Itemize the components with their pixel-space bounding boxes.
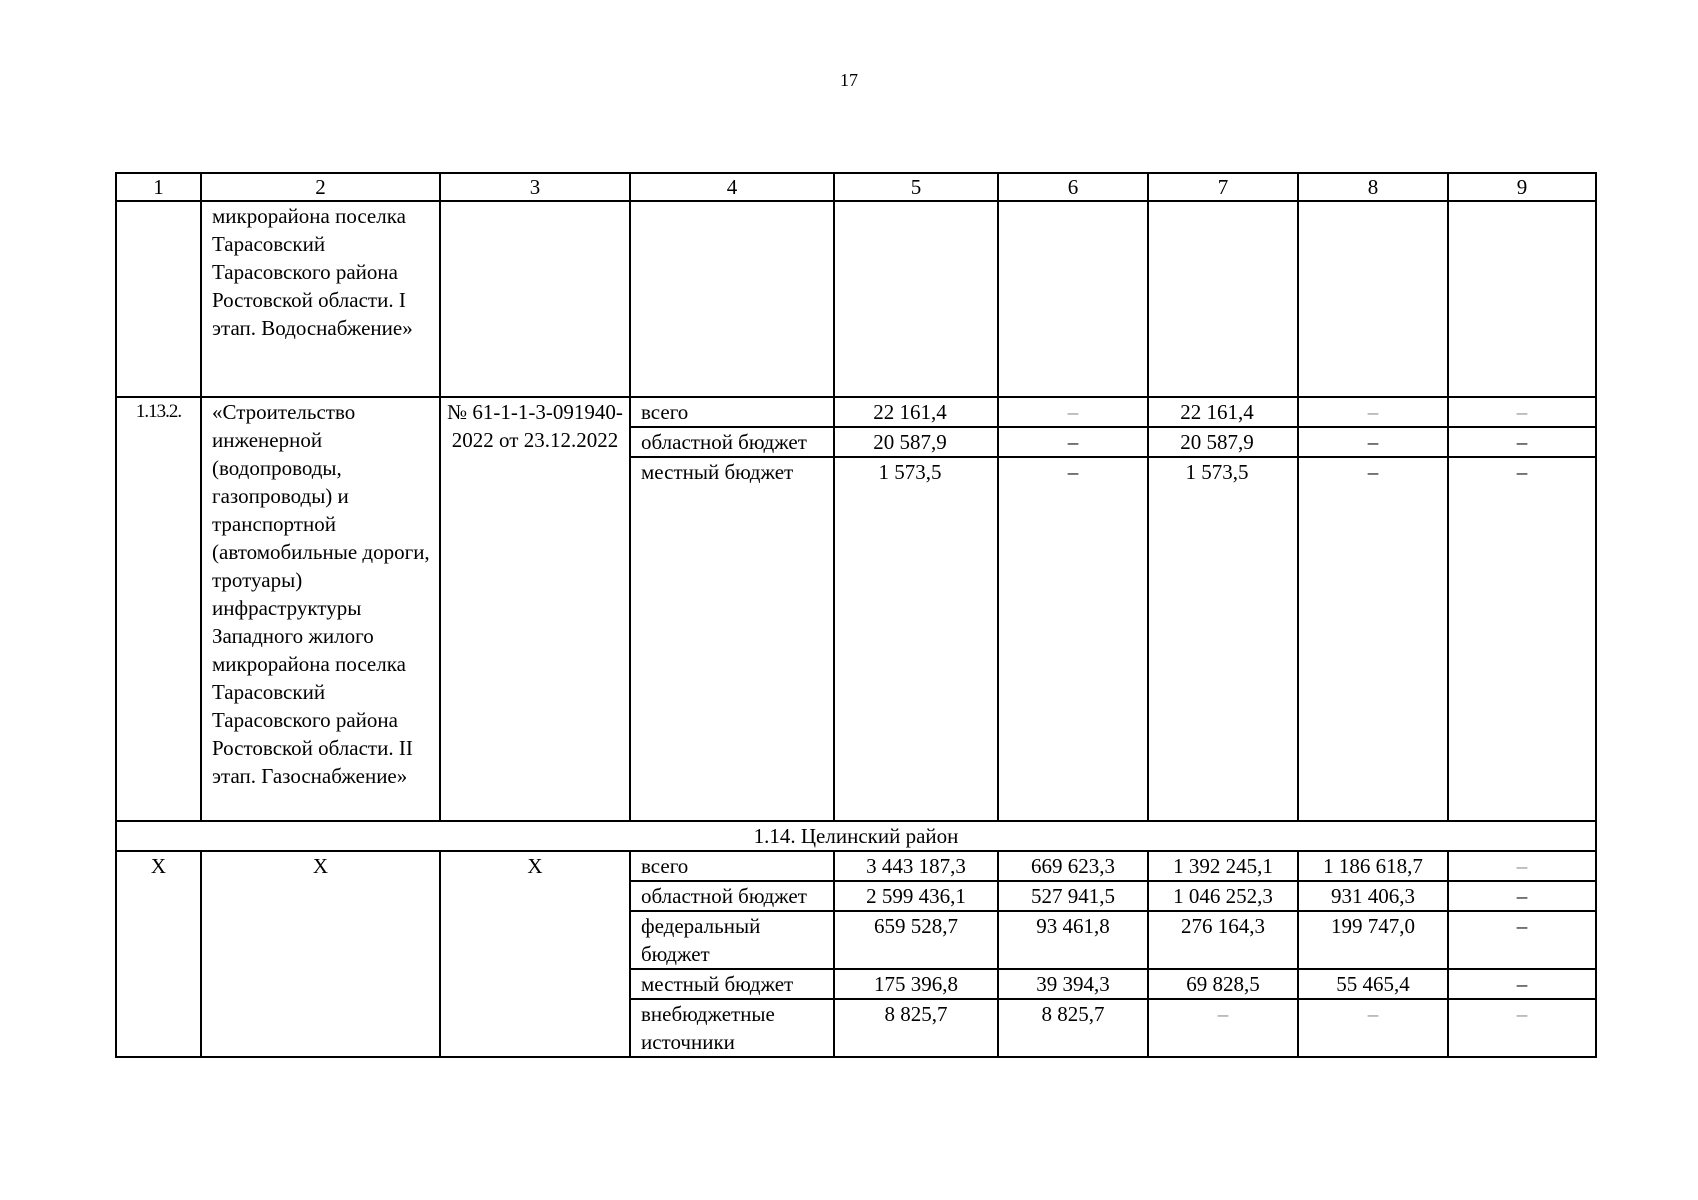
value-cell: 1 573,5 bbox=[1148, 457, 1298, 821]
value-cell: 1 186 618,7 bbox=[1298, 851, 1448, 881]
continuation-row bbox=[116, 201, 1596, 397]
column-header: 2 bbox=[201, 173, 440, 201]
value-cell: – bbox=[1448, 999, 1596, 1057]
value-cell: – bbox=[1448, 397, 1596, 427]
value-cell: 69 828,5 bbox=[1148, 969, 1298, 999]
funding-source: федеральный бюджет bbox=[630, 911, 834, 969]
value-cell: 20 587,9 bbox=[834, 427, 998, 457]
value-cell: – bbox=[1448, 881, 1596, 911]
section-row bbox=[116, 821, 1596, 851]
value-cell: – bbox=[1448, 851, 1596, 881]
funding-source: всего bbox=[630, 397, 834, 427]
value-cell: 93 461,8 bbox=[998, 911, 1148, 969]
value-cell: – bbox=[1298, 397, 1448, 427]
value-cell: 8 825,7 bbox=[998, 999, 1148, 1057]
column-header: 5 bbox=[834, 173, 998, 201]
value-cell: – bbox=[1298, 427, 1448, 457]
project-name: «Строительство инженерной (водопроводы, газопроводы) и транспортной (автомобильные дороги, тротуары) инфраструктуры Западного жилого микрорайона поселка Тарасовский Тарасовского района Ростовской области. II этап. Газоснабжение» bbox=[201, 397, 440, 821]
document-number: Х bbox=[440, 851, 630, 1057]
value-cell: 659 528,7 bbox=[834, 911, 998, 969]
value-cell: 22 161,4 bbox=[1148, 397, 1298, 427]
value-cell: 175 396,8 bbox=[834, 969, 998, 999]
funding-source: областной бюджет bbox=[630, 427, 834, 457]
page-number: 17 bbox=[840, 70, 858, 90]
value-cell: 527 941,5 bbox=[998, 881, 1148, 911]
budget-table bbox=[115, 172, 1597, 1058]
column-header: 7 bbox=[1148, 173, 1298, 201]
table-row bbox=[116, 397, 1596, 427]
table-row bbox=[116, 851, 1596, 881]
value-cell: 1 392 245,1 bbox=[1148, 851, 1298, 881]
value-cell: 8 825,7 bbox=[834, 999, 998, 1057]
value-cell: 199 747,0 bbox=[1298, 911, 1448, 969]
funding-source: местный бюджет bbox=[630, 969, 834, 999]
value-cell: 2 599 436,1 bbox=[834, 881, 998, 911]
section-title: 1.14. Целинский район bbox=[116, 821, 1596, 851]
value-cell: – bbox=[998, 427, 1148, 457]
value-cell: – bbox=[1448, 457, 1596, 821]
value-cell: 22 161,4 bbox=[834, 397, 998, 427]
value-cell: 55 465,4 bbox=[1298, 969, 1448, 999]
funding-source: внебюджетные источники bbox=[630, 999, 834, 1057]
value-cell: 3 443 187,3 bbox=[834, 851, 998, 881]
column-header: 8 bbox=[1298, 173, 1448, 201]
funding-source: областной бюджет bbox=[630, 881, 834, 911]
value-cell: – bbox=[1148, 999, 1298, 1057]
value-cell: 1 046 252,3 bbox=[1148, 881, 1298, 911]
column-header: 4 bbox=[630, 173, 834, 201]
value-cell: 20 587,9 bbox=[1148, 427, 1298, 457]
funding-source: местный бюджет bbox=[630, 457, 834, 821]
project-name: Х bbox=[201, 851, 440, 1057]
document-number: № 61-1-1-3-091940-2022 от 23.12.2022 bbox=[440, 397, 630, 821]
item-number: 1.13.2. bbox=[116, 397, 201, 821]
column-header: 1 bbox=[116, 173, 201, 201]
value-cell: 1 573,5 bbox=[834, 457, 998, 821]
column-header: 9 bbox=[1448, 173, 1596, 201]
project-name-continued: микрорайона поселка Тарасовский Тарасовского района Ростовской области. I этап. Водоснабжение» bbox=[201, 201, 440, 397]
column-header: 3 bbox=[440, 173, 630, 201]
value-cell: 39 394,3 bbox=[998, 969, 1148, 999]
item-number: Х bbox=[116, 851, 201, 1057]
funding-source: всего bbox=[630, 851, 834, 881]
value-cell: – bbox=[1298, 999, 1448, 1057]
value-cell: – bbox=[1448, 427, 1596, 457]
value-cell: – bbox=[998, 457, 1148, 821]
value-cell: 669 623,3 bbox=[998, 851, 1148, 881]
column-header: 6 bbox=[998, 173, 1148, 201]
value-cell: – bbox=[1448, 969, 1596, 999]
value-cell: 276 164,3 bbox=[1148, 911, 1298, 969]
value-cell: 931 406,3 bbox=[1298, 881, 1448, 911]
value-cell: – bbox=[1448, 911, 1596, 969]
header-row bbox=[116, 173, 1596, 201]
value-cell: – bbox=[1298, 457, 1448, 821]
value-cell: – bbox=[998, 397, 1148, 427]
